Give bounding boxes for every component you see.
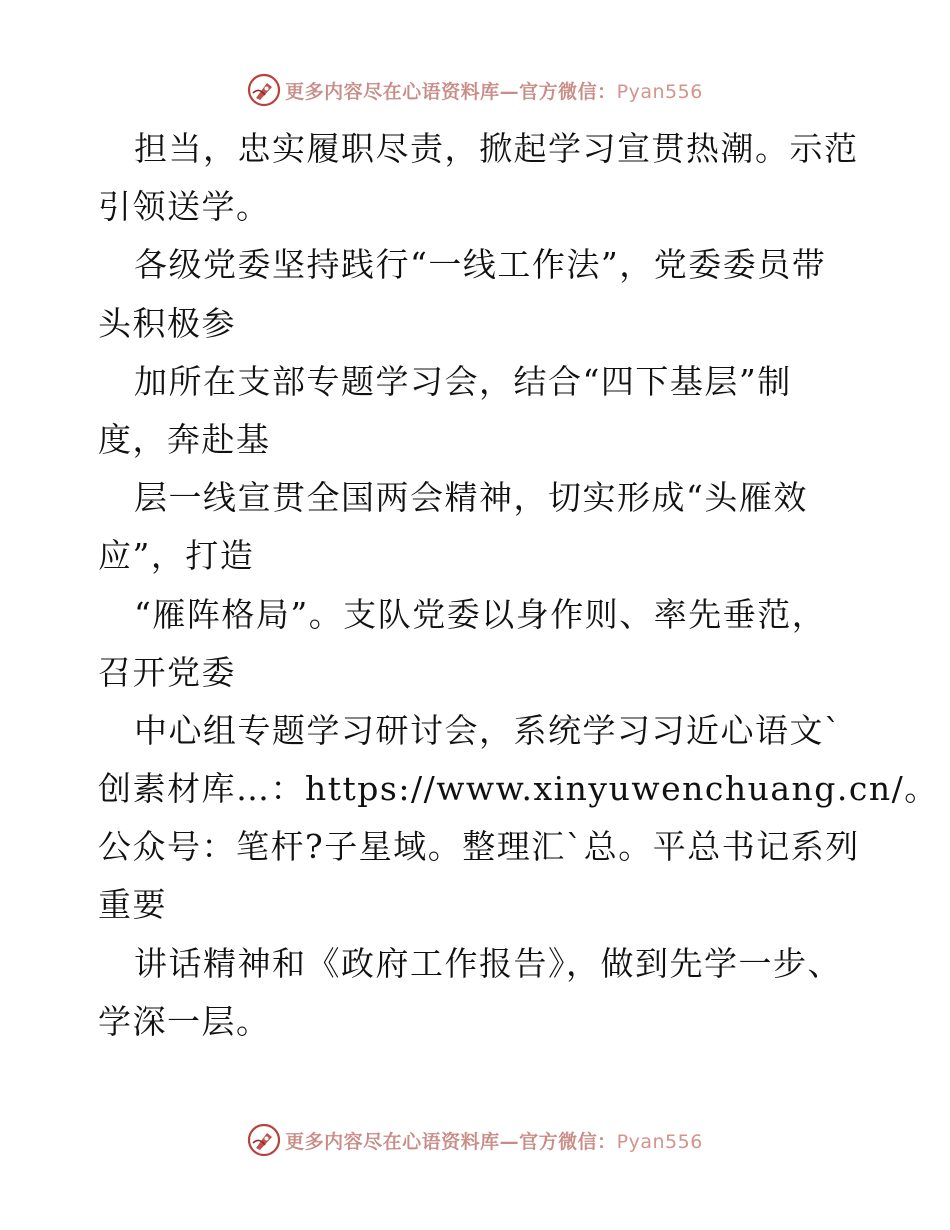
body-line: 应”，打造 [98,536,255,576]
pen-nib-icon [247,1123,281,1157]
body-line: 加所在支部专题学习会，结合“四下基层”制 [134,361,792,401]
watermark-text: 更多内容尽在心语资料库—官方微信：Pyan556 [285,80,703,103]
body-line: 引领送学。 [98,187,271,227]
body-line: 重要 [98,885,167,925]
watermark-text: 更多内容尽在心语资料库—官方微信：Pyan556 [285,1130,703,1153]
body-line: 召开党委 [98,652,236,692]
body-line: 学深一层。 [98,1001,271,1041]
body-line: 头积极参 [98,303,236,343]
footer-watermark [0,1120,950,1160]
body-line: 创素材库…：https://www.xinyuwenchuang.cn/。 [98,769,939,809]
body-line: 各级党委坚持践行“一线工作法”，党委委员带 [134,245,827,285]
body-line: 讲话精神和《政府工作报告》，做到先学一步、 [134,943,842,983]
document-body [98,120,939,1051]
body-line: 层一线宣贯全国两会精神，切实形成“头雁效 [134,478,808,518]
body-line: 中心组专题学习研讨会，系统学习习近心语文` [134,710,842,750]
pen-nib-icon [247,73,281,107]
header-watermark [0,70,950,110]
body-line: 度，奔赴基 [98,419,271,459]
body-line: 担当，忠实履职尽责，掀起学习宣贯热潮。示范 [134,129,859,168]
body-line: 公众号：笔杆?子星域。整理汇`总。平总书记系列 [98,827,860,867]
body-line: “雁阵格局”。支队党委以身作则、率先垂范， [134,594,827,634]
